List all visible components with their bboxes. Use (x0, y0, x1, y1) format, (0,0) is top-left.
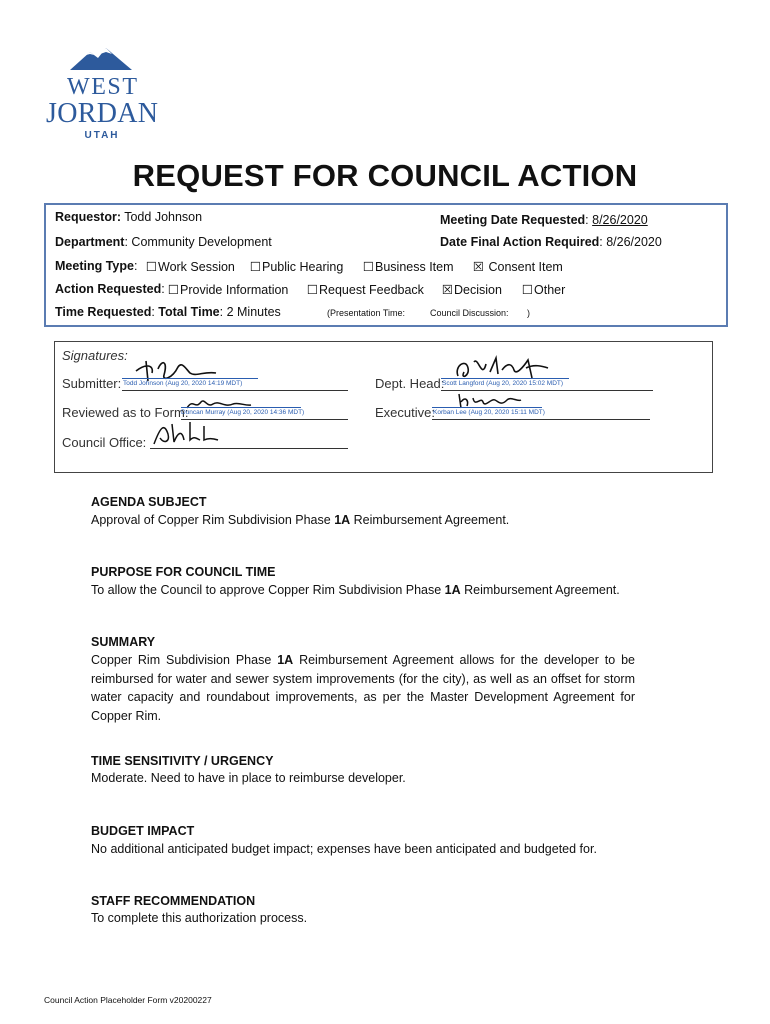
page-title: REQUEST FOR COUNCIL ACTION (132, 158, 638, 193)
presentation-time: (Presentation Time: (327, 308, 406, 318)
executive-line (432, 419, 650, 420)
summary-post: Reimbursement Agreement allows for the developer to be reimbursed for water and sewer system improvements (for the city), as well as an offset for storm water capacity and roundabout improvements, as per the Master Development Agreement for Copper Rim. (91, 653, 635, 723)
meeting-type-consent-item[interactable] (472, 259, 563, 274)
action-provide-information[interactable] (167, 282, 288, 297)
submitter-line (122, 390, 348, 391)
purpose-heading: PURPOSE FOR COUNCIL TIME (91, 565, 276, 579)
reviewed-label: Reviewed as to Form: (62, 405, 189, 420)
mountain-icon (40, 42, 164, 146)
option-label: Public Hearing (262, 260, 344, 274)
meeting-type-label-row: Meeting Type: (55, 259, 138, 273)
action-decision[interactable] (441, 282, 502, 297)
purpose-pre: To allow the Council to approve Copper Rim Subdivision Phase (91, 583, 445, 597)
purpose-text (91, 583, 620, 597)
option-label: Provide Information (180, 283, 289, 297)
summary-pre: Copper Rim Subdivision Phase (91, 653, 278, 667)
meeting-type-label: Meeting Type (55, 259, 134, 273)
dept-head-label: Dept. Head: (375, 376, 445, 391)
logo-line2: JORDAN (46, 98, 158, 129)
final-action-value: : 8/26/2020 (599, 235, 662, 249)
option-label: Request Feedback (319, 283, 424, 297)
action-label-row: Action Requested: (55, 282, 165, 296)
council-line (150, 448, 348, 449)
requestor-value: Todd Johnson (124, 210, 203, 224)
meeting-date-value: 8/26/2020 (592, 213, 648, 227)
final-action-label: Date Final Action Required (440, 235, 600, 249)
requestor-label: Requestor: (55, 210, 121, 224)
checkbox-icon: ☐ (362, 260, 375, 274)
agenda-heading: AGENDA SUBJECT (91, 495, 207, 509)
checkbox-icon: ☐ (167, 283, 180, 297)
submitter-label: Submitter: (62, 376, 122, 391)
council-signature (150, 418, 220, 448)
option-label: Consent Item (488, 260, 563, 274)
meeting-type-work-session[interactable] (145, 259, 235, 274)
checked-box-icon: ☒ (441, 283, 454, 297)
agenda-bold: 1A (334, 513, 351, 527)
signatures-heading: Signatures: (62, 348, 128, 363)
time-sensitivity-heading: TIME SENSITIVITY / URGENCY (91, 754, 274, 768)
meeting-date-row: Meeting Date Requested: 8/26/2020 (440, 213, 648, 227)
staff-text: To complete this authorization process. (91, 911, 308, 925)
staff-heading: STAFF RECOMMENDATION (91, 894, 256, 908)
council-discussion: Council Discussion: (430, 308, 509, 318)
agenda-pre: Approval of Copper Rim Subdivision Phase (91, 513, 335, 527)
department-row (55, 235, 272, 249)
executive-stamp: Korban Lee (Aug 20, 2020 15:11 MDT) (433, 409, 545, 416)
meeting-type-public-hearing[interactable] (249, 259, 343, 274)
close-paren: ) (527, 308, 530, 318)
option-label: Work Session (158, 260, 235, 274)
action-request-feedback[interactable] (306, 282, 424, 297)
budget-text: No additional anticipated budget impact; expenses have been anticipated and budgeted for. (91, 842, 597, 856)
executive-label: Executive: (375, 405, 435, 420)
checkbox-icon: ☐ (521, 283, 534, 297)
summary-heading: SUMMARY (91, 635, 156, 649)
final-action-row (440, 235, 662, 249)
requestor-row (55, 210, 202, 224)
checked-box-icon: ☒ (472, 260, 485, 274)
budget-heading: BUDGET IMPACT (91, 824, 195, 838)
logo-line3: UTAH (84, 130, 120, 141)
summary-text (91, 651, 635, 725)
purpose-bold: 1A (444, 583, 461, 597)
total-time-value: : 2 Minutes (219, 305, 281, 319)
reviewed-stamp: Duncan Murray (Aug 20, 2020 14:36 MDT) (181, 409, 305, 416)
footer-text: Council Action Placeholder Form v20200227 (44, 995, 212, 1005)
council-office-label: Council Office: (62, 435, 147, 450)
checkbox-icon: ☐ (306, 283, 319, 297)
time-requested-row: Time Requested: Total Time: 2 Minutes (55, 305, 281, 319)
checkbox-icon: ☐ (249, 260, 262, 274)
time-sensitivity-text: Moderate. Need to have in place to reimburse developer. (91, 771, 406, 785)
department-label: Department (55, 235, 125, 249)
summary-bold: 1A (277, 653, 294, 667)
west-jordan-logo (40, 42, 164, 146)
meeting-date-label: Meeting Date Requested (440, 213, 586, 227)
dept-head-stamp: Scott Langford (Aug 20, 2020 15:02 MDT) (442, 380, 564, 387)
option-label: Other (534, 283, 566, 297)
agenda-text (91, 513, 509, 527)
action-label: Action Requested (55, 282, 162, 296)
action-other[interactable] (521, 282, 565, 297)
agenda-post: Reimbursement Agreement. (350, 513, 510, 527)
department-value: : Community Development (124, 235, 272, 249)
purpose-post: Reimbursement Agreement. (460, 583, 620, 597)
time-requested-label: Time Requested (55, 305, 152, 319)
logo-line1: WEST (67, 74, 137, 100)
option-label: Decision (454, 283, 502, 297)
total-time-label: Total Time (158, 305, 220, 319)
submitter-stamp: Todd Johnson (Aug 20, 2020 14:19 MDT) (123, 380, 243, 387)
meeting-type-business-item[interactable] (362, 259, 454, 274)
checkbox-icon: ☐ (145, 260, 158, 274)
option-label: Business Item (375, 260, 454, 274)
